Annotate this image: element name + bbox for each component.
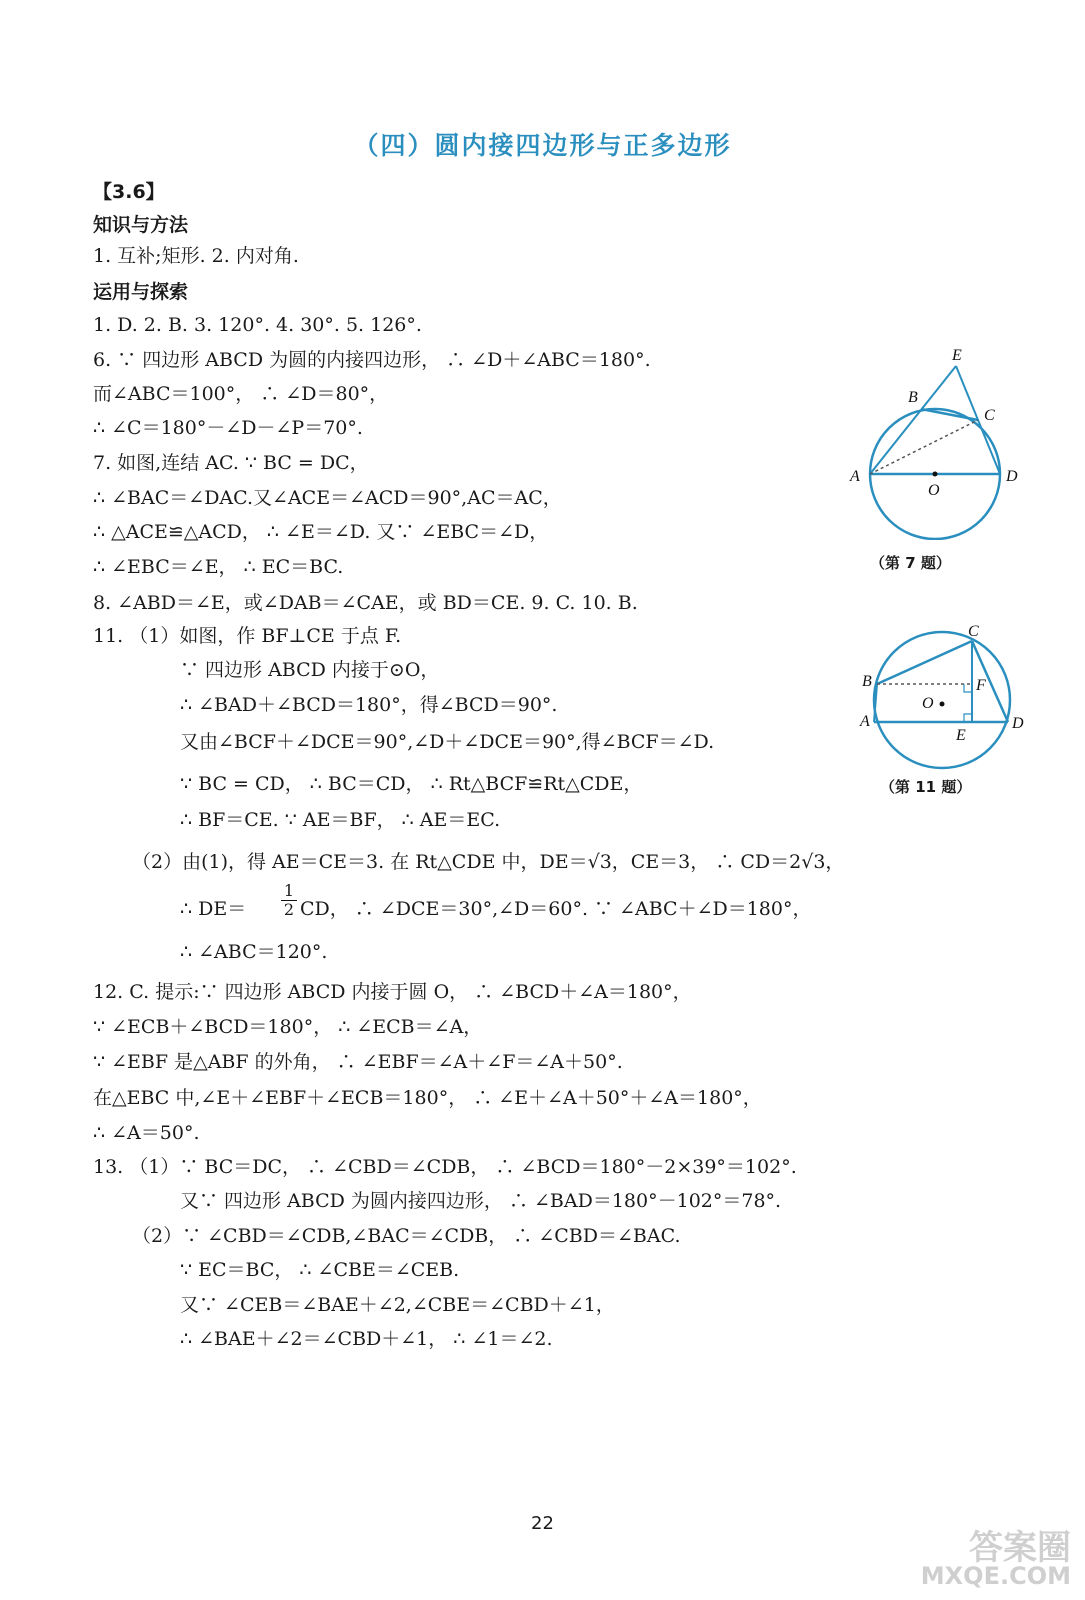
label-A: A bbox=[860, 713, 870, 730]
answer-line: 又由∠BCF＋∠DCE＝90°,∠D＋∠DCE＝90°,得∠BCF＝∠D. bbox=[180, 731, 715, 753]
answer-line: CD， ∴ ∠DCE＝30°,∠D＝60°. ∵ ∠ABC＋∠D＝180°， bbox=[300, 898, 812, 920]
fraction-numerator: 1 bbox=[283, 881, 295, 900]
label-B: B bbox=[862, 673, 872, 690]
answer-line: （2）∵ ∠CBD＝∠CDB,∠BAC＝∠CDB， ∴ ∠CBD＝∠BAC. bbox=[132, 1225, 681, 1247]
answer-line: 8. ∠ABD＝∠E，或∠DAB＝∠CAE，或 BD＝CE. 9. C. 10. B. bbox=[93, 592, 638, 614]
answer-line: （2）由(1)，得 AE＝CE＝3. 在 Rt△CDE 中，DE＝√3，CE＝3， ∴ CD＝2√3， bbox=[132, 851, 845, 873]
answer-line: ∴ ∠BAE＋∠2＝∠CBD＋∠1， ∴ ∠1＝∠2. bbox=[180, 1328, 553, 1350]
answer-line: ∴ ∠ABC＝120°. bbox=[180, 941, 328, 963]
answer-line: 6. ∵ 四边形 ABCD 为圆的内接四边形， ∴ ∠D＋∠ABC＝180°. bbox=[93, 349, 651, 371]
figure-7-caption: （第 7 题） bbox=[870, 554, 951, 572]
label-D: D bbox=[1012, 715, 1024, 732]
circle bbox=[874, 632, 1010, 768]
answer-line: 又∵ 四边形 ABCD 为圆内接四边形， ∴ ∠BAD＝180°－102°＝78°. bbox=[180, 1190, 782, 1212]
label-D: D bbox=[1006, 468, 1018, 485]
watermark-logo: 答案圈 bbox=[969, 1528, 1071, 1568]
label-A: A bbox=[850, 468, 860, 485]
label-C: C bbox=[968, 623, 979, 640]
answer-line: ∴ ∠C＝180°－∠D－∠P＝70°. bbox=[93, 417, 363, 439]
answer-line: 1. 互补;矩形. 2. 内对角. bbox=[93, 245, 299, 267]
line-AE bbox=[870, 366, 956, 474]
line-BC bbox=[877, 641, 972, 684]
fraction bbox=[281, 882, 297, 919]
figure-11-caption: （第 11 题） bbox=[880, 778, 972, 796]
answer-line: ∵ BC = CD， ∴ BC＝CD， ∴ Rt△BCF≌Rt△CDE， bbox=[180, 773, 643, 795]
right-angle-mark bbox=[964, 684, 972, 692]
subheading-knowledge: 知识与方法 bbox=[93, 214, 189, 236]
answer-line: ∵ EC＝BC， ∴ ∠CBE＝∠CEB. bbox=[180, 1259, 460, 1281]
answer-line: ∴ DE＝ bbox=[180, 898, 247, 920]
answer-line: ∴ BF＝CE. ∵ AE＝BF， ∴ AE＝EC. bbox=[180, 809, 501, 831]
answer-line: ∴ ∠A＝50°. bbox=[93, 1122, 200, 1144]
watermark-url: MXQE.COM bbox=[920, 1562, 1071, 1590]
answer-line: 又∵ ∠CEB＝∠BAE＋∠2,∠CBE＝∠CBD＋∠1， bbox=[180, 1294, 615, 1316]
answer-line: ∴ ∠BAC＝∠DAC.又∠ACE＝∠ACD＝90°,AC＝AC， bbox=[93, 487, 562, 509]
page-title: （四）圆内接四边形与正多边形 bbox=[353, 131, 732, 160]
label-O: O bbox=[928, 482, 940, 499]
dashed-AC bbox=[870, 420, 978, 474]
answer-line: ∴ ∠BAD＋∠BCD＝180°，得∠BCD＝90°. bbox=[180, 694, 558, 716]
figure-7-diagram bbox=[848, 340, 1038, 540]
answer-line: 13. （1）∵ BC＝DC， ∴ ∠CBD＝∠CDB， ∴ ∠BCD＝180°－2×39°＝102°. bbox=[93, 1156, 797, 1178]
label-B: B bbox=[908, 389, 918, 406]
label-E: E bbox=[956, 727, 966, 744]
answer-line: 7. 如图,连结 AC. ∵ BC = DC， bbox=[93, 452, 369, 474]
answer-line: 11. （1）如图，作 BF⊥CE 于点 F. bbox=[93, 625, 402, 647]
center-point bbox=[940, 702, 945, 707]
label-O: O bbox=[922, 695, 934, 712]
figure-11-diagram bbox=[852, 622, 1042, 772]
page-number: 22 bbox=[531, 1513, 554, 1534]
answer-line: ∵ 四边形 ABCD 内接于⊙O， bbox=[180, 659, 440, 681]
answer-line: ∵ ∠EBF 是△ABF 的外角， ∴ ∠EBF＝∠A＋∠F＝∠A＋50°. bbox=[93, 1051, 623, 1073]
answer-line: ∵ ∠ECB＋∠BCD＝180°， ∴ ∠ECB＝∠A， bbox=[93, 1016, 483, 1038]
answer-line: ∴ ∠EBC＝∠E， ∴ EC＝BC. bbox=[93, 556, 344, 578]
answer-line: 1. D. 2. B. 3. 120°. 4. 30°. 5. 126°. bbox=[93, 314, 422, 336]
fraction-denominator: 2 bbox=[281, 900, 297, 919]
answer-line: 12. C. 提示:∵ 四边形 ABCD 内接于圆 O， ∴ ∠BCD＋∠A＝180°， bbox=[93, 981, 692, 1003]
subheading-application: 运用与探索 bbox=[93, 281, 189, 303]
section-heading: 【3.6】 bbox=[93, 181, 165, 203]
label-C: C bbox=[984, 407, 995, 424]
answer-line: 在△EBC 中,∠E＋∠EBF＋∠ECB＝180°， ∴ ∠E＋∠A＋50°＋∠A＝180°， bbox=[93, 1087, 762, 1109]
center-point bbox=[933, 472, 938, 477]
answer-line: 而∠ABC＝100°， ∴ ∠D＝80°， bbox=[93, 383, 389, 405]
label-F: F bbox=[976, 677, 986, 694]
answer-line: ∴ △ACE≌△ACD， ∴ ∠E＝∠D. 又∵ ∠EBC＝∠D， bbox=[93, 521, 549, 543]
label-E: E bbox=[952, 347, 962, 364]
